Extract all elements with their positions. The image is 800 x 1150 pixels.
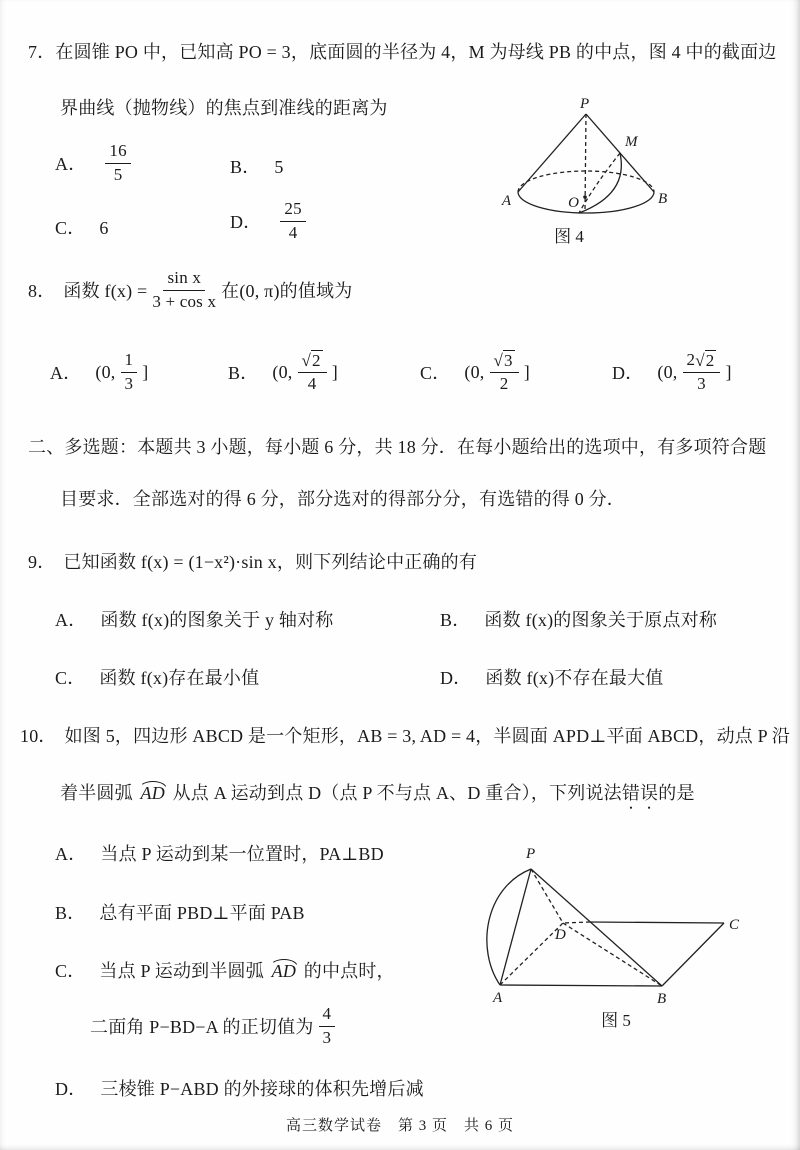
q7-option-c: C． 6 [55, 218, 109, 238]
fraction: $\frac{1}{3}$ [121, 350, 138, 394]
fig5-label-D: D [555, 927, 566, 943]
figure-5-solid [460, 832, 772, 1010]
fig4-label-P: P [580, 96, 590, 112]
fig4-center-dot [583, 195, 587, 199]
q9-number: 9． [28, 552, 56, 572]
q7-option-d: D． $\frac{25}{4}$ [230, 196, 311, 246]
q10-option-c-line1: C． 当点 P 运动到半圆弧 AD 的中点时， [55, 961, 395, 981]
radical: √ 2 [695, 350, 715, 370]
q7-number: 7． [28, 42, 56, 62]
radical: √ 3 [493, 350, 513, 370]
q10-option-b: B． 总有平面 PBD⊥平面 PAB [55, 903, 305, 923]
fig5-label-B: B [657, 991, 667, 1007]
fraction: √ 3 2 [490, 350, 519, 395]
radical: √ 2 [301, 350, 321, 370]
q10-line1: 10． 如图 5，四边形 ABCD 是一个矩形，AB = 3, AD = 4，半圆面 APD⊥平面 ABCD，动点 P 沿 [20, 726, 791, 746]
q9-stem: 9． 已知函数 f(x) = (1−x²)·sin x，则下列结论中正确的有 [28, 552, 478, 572]
q9-option-c: C． 函数 f(x)存在最小值 [55, 668, 260, 688]
fig4-label-M: M [625, 134, 638, 150]
q8-number: 8． [28, 281, 56, 301]
fig4-label-B: B [658, 191, 668, 207]
fig4-parabola-back [579, 153, 620, 213]
fraction: √ 2 4 [298, 350, 327, 395]
fig4-ellipse-back [518, 171, 654, 192]
q9-option-a: A． 函数 f(x)的图象关于 y 轴对称 [55, 610, 334, 630]
fraction: $\frac{4}{3}$ [319, 1004, 336, 1048]
section2-line2: 目要求．全部选对的得 6 分，部分选对的得部分分，有选错的得 0 分． [60, 489, 625, 509]
fraction: 2 √ 2 3 [683, 350, 721, 395]
fig5-diagonal-DB [563, 923, 662, 986]
fraction: $\frac{16}{5}$ [105, 141, 130, 185]
q7-line2: 界曲线（抛物线）的焦点到准线的距离为 [60, 98, 388, 118]
fig5-edge-CD-visible [590, 922, 724, 923]
fig5-edge-PD [531, 869, 563, 923]
fig5-edge-PB [531, 869, 662, 986]
fig5-label-C: C [729, 917, 740, 933]
q9-option-d: D． 函数 f(x)不存在最大值 [440, 668, 664, 688]
q8-option-a: A． (0, $\frac{1}{3}$ ] [50, 350, 149, 393]
q10-number: 10． [20, 726, 57, 746]
fig5-label-A: A [493, 990, 503, 1006]
fig5-edge-PA [500, 869, 531, 985]
fig4-label-O: O [568, 195, 579, 211]
fig5-semicircle-arc [487, 869, 531, 985]
section2-line1: 二、多选题：本题共 3 小题，每小题 6 分，共 18 分．在每小题给出的选项中，有多项符合题 [28, 437, 767, 457]
q7-option-a: A． $\frac{16}{5}$ [55, 138, 136, 188]
q10-option-d: D． 三棱锥 P−ABD 的外接球的体积先增后减 [55, 1079, 424, 1099]
figure-4-caption: 图 4 [554, 227, 584, 246]
figure-5-caption: 图 5 [601, 1011, 631, 1030]
fig5-edge-CD-hidden [563, 922, 590, 923]
fig5-edge-AD [500, 923, 563, 985]
q8-option-c: C． (0, √ 3 2 ] [420, 350, 530, 393]
q8-option-b: B． (0, √ 2 4 ] [228, 350, 338, 393]
arc-AD: AD [269, 961, 299, 982]
q8-stem: 8． 函数 f(x) = $\frac{\text{sin x}}{\text{3 + cos x}}$ 在(0, π)的值域为 [28, 268, 353, 311]
fig5-edge-BC [662, 923, 724, 986]
fig5-edge-AB [500, 985, 662, 986]
q8-option-d: D． (0, 2 √ 2 3 ] [612, 349, 732, 393]
fraction: $\frac{25}{4}$ [280, 199, 305, 243]
q10-line2: 着半圆弧 AD 从点 A 运动到点 D（点 P 不与点 A、D 重合），下列说法错误的是 [60, 783, 695, 803]
q9-option-b: B． 函数 f(x)的图象关于原点对称 [440, 610, 718, 630]
q7-option-b: B． 5 [230, 157, 284, 177]
figure-4-cone [463, 94, 675, 222]
fig4-parabola-front [579, 153, 621, 213]
emphasized-word: 错误 [621, 783, 659, 803]
q7-line1-text: 在圆锥 PO 中，已知高 PO = 3，底面圆的半径为 4，M 为母线 PB 的中点，图 4 中的截面边 [55, 42, 777, 62]
arc-AD: AD [138, 783, 168, 804]
q7-line1 [28, 38, 777, 64]
q10-option-c-line2: 二面角 P−BD−A 的正切值为 $\frac{4}{3}$ [90, 1002, 340, 1050]
fig5-label-P: P [526, 846, 536, 862]
fig4-label-A: A [501, 193, 511, 209]
fraction: $\frac{\text{sin x}}{\text{3 + cos x}}$ [152, 268, 217, 311]
page-footer: 高三数学试卷 第 3 页 共 6 页 [285, 1118, 514, 1134]
fig4-edge-PA [518, 114, 586, 192]
q10-option-a: A． 当点 P 运动到某一位置时，PA⊥BD [55, 844, 384, 864]
